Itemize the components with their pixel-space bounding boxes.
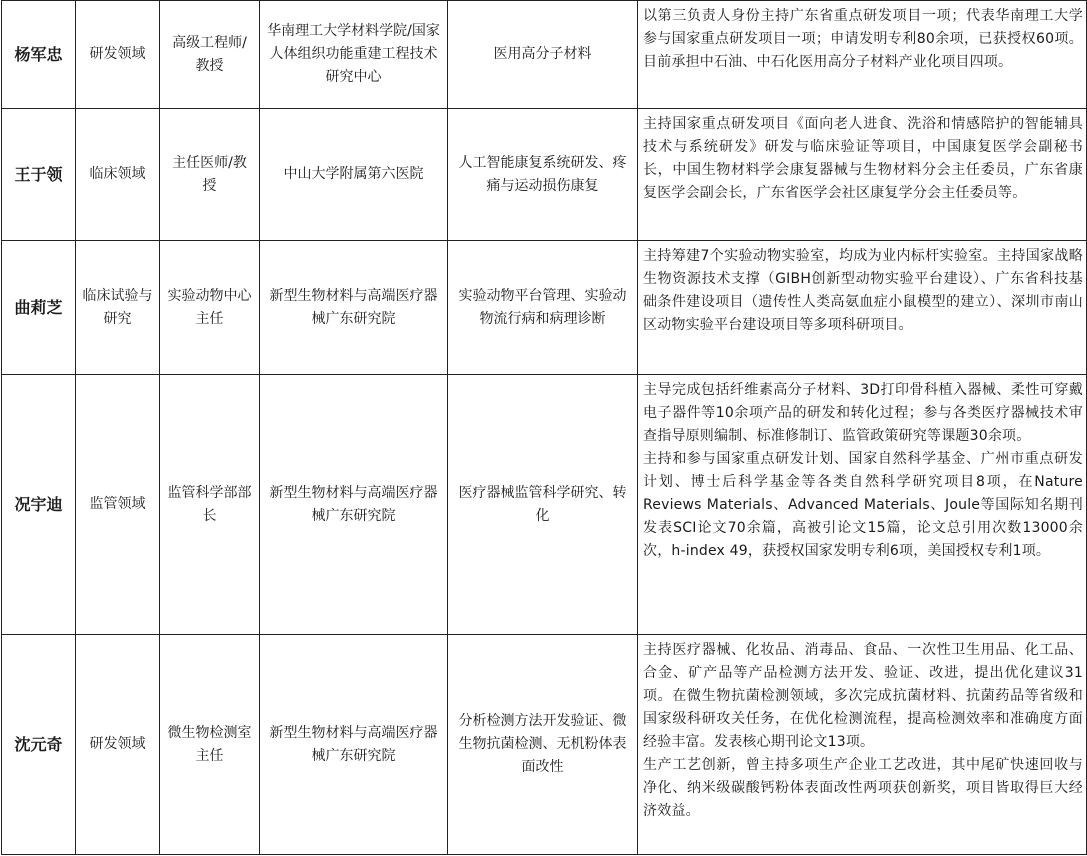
expert-title: 实验动物中心主任: [160, 241, 260, 375]
expert-field: 研发领域: [76, 1, 160, 109]
expert-field: 临床试验与研究: [76, 241, 160, 375]
expert-org: 新型生物材料与高端医疗器械广东研究院: [260, 375, 448, 635]
table-row: [2, 375, 1087, 635]
expert-specialty: 医用高分子材料: [448, 1, 638, 109]
expert-title: 微生物检测室主任: [160, 635, 260, 855]
table-row: [2, 635, 1087, 855]
description-paragraph: 主持和参与国家重点研发计划、国家自然科学基金、广州市重点研发计划、博士后科学基金等各类自然科学研究项目8项，在Nature Reviews Materials、Advanced Materials、Joule等国际知名期刊发表SCI论文70余篇，高被引论文15篇，论文总引用次数13000余次，h-index 49，获授权国家发明专利6项，美国授权专利1项。: [643, 451, 1083, 559]
expert-org: 华南理工大学材料学院/国家人体组织功能重建工程技术研究中心: [260, 1, 448, 109]
description-paragraph: 主持医疗器械、化妆品、消毒品、食品、一次性卫生用品、化工品、合金、矿产品等产品检测方法开发、验证、改进，提出优化建议31项。在微生物抗菌检测领域，多次完成抗菌材料、抗菌药品等省级和国家级科研攻关任务，在优化检测流程，提高检测效率和准确度方面经验丰富。发表核心期刊论文13项。: [643, 642, 1083, 750]
expert-name: 王于领: [2, 109, 76, 241]
expert-description: [638, 375, 1087, 635]
expert-name: 曲莉芝: [2, 241, 76, 375]
expert-specialty: 实验动物平台管理、实验动物流行病和病理诊断: [448, 241, 638, 375]
expert-org: 新型生物材料与高端医疗器械广东研究院: [260, 241, 448, 375]
description-paragraph: 主导完成包括纤维素高分子材料、3D打印骨科植入器械、柔性可穿戴电子器件等10余项产品的研发和转化过程；参与各类医疗器械技术审查指导原则编制、标准修制订、监管政策研究等课题30余项。: [643, 382, 1083, 444]
expert-field: 监管领域: [76, 375, 160, 635]
description-paragraph: 主持筹建7个实验动物实验室，均成为业内标杆实验室。主持国家战略生物资源技术支撑（GIBH创新型动物实验平台建设）、广东省科技基础条件建设项目（遗传性人类高氨血症小鼠模型的建立）、深圳市南山区动物实验平台建设项目等多项科研项目。: [643, 248, 1083, 333]
expert-org: 新型生物材料与高端医疗器械广东研究院: [260, 635, 448, 855]
expert-org: 中山大学附属第六医院: [260, 109, 448, 241]
expert-description: [638, 241, 1087, 375]
expert-description: [638, 109, 1087, 241]
expert-title: 高级工程师/教授: [160, 1, 260, 109]
table-row: [2, 1, 1087, 109]
description-paragraph: 以第三负责人身份主持广东省重点研发项目一项；代表华南理工大学参与国家重点研发项目一项；申请发明专利80余项，已获授权60项。目前承担中石油、中石化医用高分子材料产业化项目四项。: [643, 8, 1083, 70]
expert-title: 主任医师/教授: [160, 109, 260, 241]
expert-field: 研发领域: [76, 635, 160, 855]
expert-table: [1, 0, 1087, 855]
description-paragraph: 主持国家重点研发项目《面向老人进食、洗浴和情感陪护的智能辅具技术与系统研发》研发与临床验证等项目，中国康复医学会副秘书长，中国生物材料学会康复器械与生物材料分会主任委员，广东省康复医学会副会长，广东省医学会社区康复学分会主任委员等。: [643, 116, 1083, 201]
expert-description: [638, 1, 1087, 109]
expert-specialty: 医疗器械监管科学研究、转化: [448, 375, 638, 635]
expert-name: 沈元奇: [2, 635, 76, 855]
expert-title: 监管科学部部长: [160, 375, 260, 635]
expert-specialty: 人工智能康复系统研发、疼痛与运动损伤康复: [448, 109, 638, 241]
description-paragraph: 生产工艺创新，曾主持多项生产企业工艺改进，其中尾矿快速回收与净化、纳米级碳酸钙粉体表面改性两项获创新奖，项目皆取得巨大经济效益。: [643, 757, 1083, 819]
expert-name: 杨军忠: [2, 1, 76, 109]
table-row: [2, 109, 1087, 241]
expert-specialty: 分析检测方法开发验证、微生物抗菌检测、无机粉体表面改性: [448, 635, 638, 855]
expert-name: 况宇迪: [2, 375, 76, 635]
table-row: [2, 241, 1087, 375]
expert-description: [638, 635, 1087, 855]
expert-field: 临床领域: [76, 109, 160, 241]
